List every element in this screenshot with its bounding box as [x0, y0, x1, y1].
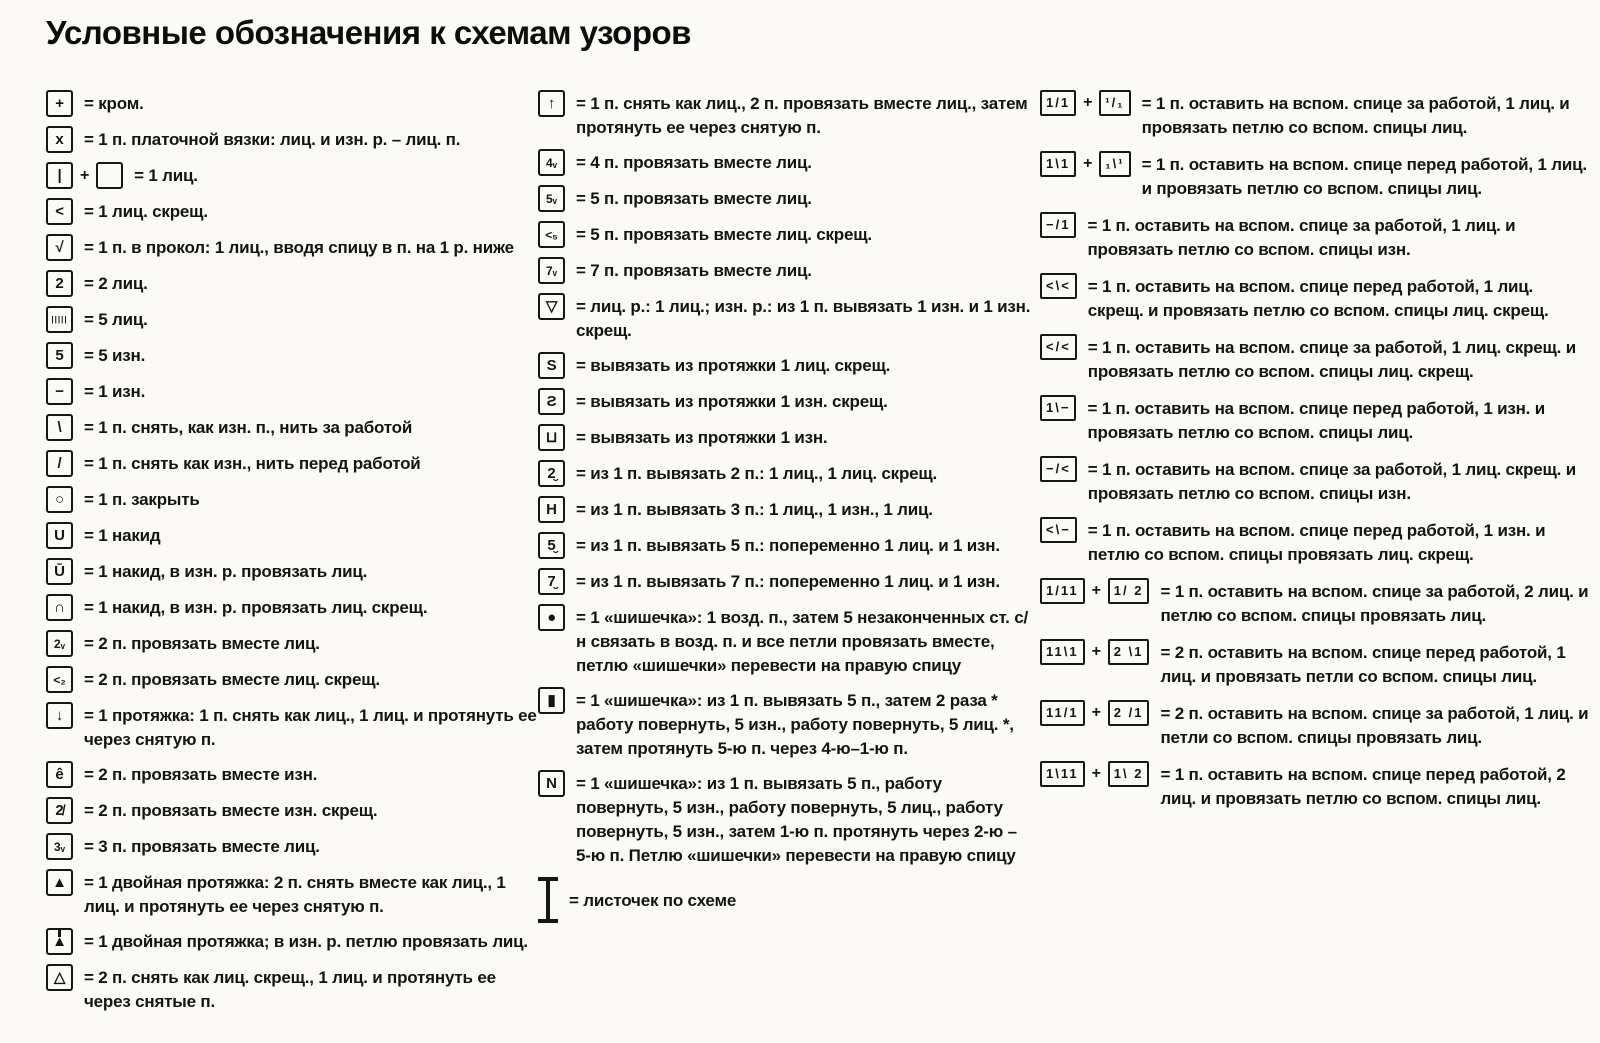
- symbol-box: +: [46, 90, 73, 117]
- legend-item-inc-1-to-7: [538, 570, 1035, 595]
- knit-below-description: = 1 п. в прокол: 1 лиц., вводя спицу в п. на 1 р. ниже: [84, 238, 514, 257]
- legend-item-inc-1-to-2: [538, 462, 1035, 487]
- k2tog-twisted-symbol-icon: [46, 666, 73, 693]
- leaf-ibeam-icon: [538, 877, 558, 923]
- inc-1-to-3-description: = из 1 п. вывязать 3 п.: 1 лиц., 1 изн., 1 лиц.: [576, 500, 933, 519]
- cable-2-1-back-description: = 2 п. оставить на вспом. спице за работой, 1 лиц. и петли со вспом. спицы провязать лиц.: [1160, 704, 1589, 747]
- purl-stitch-symbol-icon: [46, 378, 73, 405]
- page-title: Условные обозначения к схемам узоров: [46, 14, 691, 51]
- cable-1-1-front-purl-twisted-symbol-icon: [1040, 517, 1077, 543]
- cable-1-1-back-purl-symbol-icon: [1040, 212, 1076, 238]
- double-decrease-ws-symbol-icon: [46, 928, 73, 955]
- p2tog-description: = 2 п. провязать вместе изн.: [84, 765, 318, 784]
- bobble-n-description: = 1 «шишечка»: из 1 п. вывязать 5 п., работу повернуть, 5 изн., работу повернуть, 5 лиц., работу повернуть, 5 изн., затем 1-ю п. протянуть через 2-ю – 5-ю п. Петлю «шишечки» перевести на правую спицу: [576, 774, 1017, 865]
- cable-1-1-back-purl-description: = 1 п. оставить на вспом. спице за работой, 1 лиц. и провязать петлю со вспом. спицы изн.: [1087, 216, 1516, 259]
- legend-item-k5tog: [538, 187, 1035, 212]
- legend-item-cable-1-1-back-twisted-purl: [1040, 458, 1592, 506]
- knit-2-description: = 2 лиц.: [84, 274, 148, 293]
- legend-item-slip2-twisted-psso: [46, 966, 538, 1014]
- legend-item-garter-stitch: [46, 128, 538, 153]
- symbol-box: 4ᵥ: [538, 149, 565, 176]
- legend-item-k2tog: [46, 632, 538, 657]
- cable-1-1-front-description: = 1 п. оставить на вспом. спице перед работой, 1 лиц. и провязать петлю со вспом. спицы лиц.: [1141, 155, 1587, 198]
- legend-item-knit-stitch: [46, 164, 538, 189]
- legend-item-p2tog-twisted: [46, 799, 538, 824]
- legend-item-bobble-n: [538, 772, 1035, 868]
- slip-wyib-description: = 1 п. снять, как изн. п., нить за работой: [84, 418, 413, 437]
- plus-joiner: +: [1083, 155, 1093, 172]
- bobble-crochet-symbol-icon: [538, 604, 565, 631]
- legend-item-m1-knit-twisted: [538, 354, 1035, 379]
- inc-1-to-3-symbol-icon: [538, 496, 565, 523]
- cable-2-1-front-description: = 2 п. оставить на вспом. спице перед работой, 1 лиц. и провязать петли со вспом. спицы лиц.: [1160, 643, 1566, 686]
- symbol-box: ▽: [538, 293, 565, 320]
- symbol-box: ∩: [46, 594, 73, 621]
- cable-symbol-box: 11/1: [1040, 700, 1085, 726]
- symbol-box: −: [46, 378, 73, 405]
- legend-item-p2tog: [46, 763, 538, 788]
- cable-1-1-back-twisted-symbol-icon: [1040, 334, 1077, 360]
- symbol-box: S: [538, 352, 565, 379]
- bind-off-1-description: = 1 п. закрыть: [84, 490, 200, 509]
- symbol-box: Ū: [46, 558, 73, 585]
- legend-item-k2tog-twisted: [46, 668, 538, 693]
- k5tog-twisted-symbol-icon: [538, 221, 565, 248]
- cable-symbol-box: 1\−: [1040, 395, 1076, 421]
- cable-symbol-box: 2 \1: [1108, 639, 1150, 665]
- legend-item-double-decrease: [46, 871, 538, 919]
- bobble-n-symbol-icon: [538, 770, 565, 797]
- edge-stitch-symbol-icon: [46, 90, 73, 117]
- yarnover-knit-twisted-ws-symbol-icon: [46, 594, 73, 621]
- symbol-box: ↑: [538, 90, 565, 117]
- cable-symbol-box: −/1: [1040, 212, 1076, 238]
- bind-off-1-symbol-icon: [46, 486, 73, 513]
- symbol-box: [96, 162, 123, 189]
- symbol-box: <: [46, 198, 73, 225]
- cable-symbol-box: 2 /1: [1108, 700, 1150, 726]
- bobble-crochet-description: = 1 «шишечка»: 1 возд. п., затем 5 незаконченных ст. с/н связать в возд. п. и все петли провязать вместе, петлю «шишечки» перевести на правую спицу: [576, 608, 1028, 675]
- plus-joiner: +: [80, 166, 90, 184]
- legend-item-m1-purl-twisted: [538, 390, 1035, 415]
- symbol-box: Ƨ: [538, 388, 565, 415]
- k5tog-symbol-icon: [538, 185, 565, 212]
- symbol-box: N: [538, 770, 565, 797]
- legend-item-cable-1-1-back-twisted: [1040, 336, 1592, 384]
- double-decrease-description: = 1 двойная протяжка: 2 п. снять вместе как лиц., 1 лиц. и протянуть ее через снятую п.: [84, 873, 506, 916]
- yarnover-knit-ws-description: = 1 накид, в изн. р. провязать лиц.: [84, 562, 368, 581]
- legend-item-cable-1-1-front-purl-twisted: [1040, 519, 1592, 567]
- symbol-box: 5ᵥ: [538, 185, 565, 212]
- legend-item-slip-wyib: [46, 416, 538, 441]
- knit-twisted-description: = 1 лиц. скрещ.: [84, 202, 208, 221]
- purl-stitch-description: = 1 изн.: [84, 382, 146, 401]
- legend-item-k3tog: [46, 835, 538, 860]
- plus-joiner: +: [1091, 765, 1101, 782]
- legend-item-purl-5: [46, 344, 538, 369]
- legend-item-edge-stitch: [46, 92, 538, 117]
- sl1-k2tog-psso-description: = 1 п. снять как лиц., 2 п. провязать вместе лиц., затем протянуть ее через снятую п.: [576, 94, 1028, 137]
- double-decrease-symbol-icon: [46, 869, 73, 896]
- legend-item-k7tog: [538, 259, 1035, 284]
- k7tog-symbol-icon: [538, 257, 565, 284]
- legend-item-cable-2-1-front: [1040, 641, 1592, 689]
- k7tog-description: = 7 п. провязать вместе лиц.: [576, 261, 812, 280]
- symbol-box: ▲: [46, 869, 73, 896]
- legend-item-bobble-5st: [538, 689, 1035, 761]
- cable-1-2-front-symbol-icon: [1040, 761, 1149, 787]
- bobble-5st-symbol-icon: [538, 687, 565, 714]
- cable-symbol-box: 11\1: [1040, 639, 1085, 665]
- cable-1-1-back-symbol-icon: [1040, 90, 1131, 116]
- slip-wyib-symbol-icon: [46, 414, 73, 441]
- cable-1-2-back-description: = 1 п. оставить на вспом. спице за работой, 2 лиц. и петлю со вспом. спицы провязать лиц.: [1160, 582, 1589, 625]
- legend-item-bind-off-1: [46, 488, 538, 513]
- cable-symbol-box: <\<: [1040, 273, 1077, 299]
- legend-item-cable-1-2-front: [1040, 763, 1592, 811]
- yarnover-knit-ws-symbol-icon: [46, 558, 73, 585]
- cable-1-1-back-twisted-purl-description: = 1 п. оставить на вспом. спице за работой, 1 лиц. скрещ. и провязать петлю со вспом. спицы изн.: [1087, 460, 1576, 503]
- legend-item-double-decrease-ws: [46, 930, 538, 955]
- legend-item-cable-1-1-front: [1040, 153, 1592, 201]
- k3tog-symbol-icon: [46, 833, 73, 860]
- cable-symbol-box: 1\ 2: [1108, 761, 1150, 787]
- rs-knit-ws-double-description: = лиц. р.: 1 лиц.; изн. р.: из 1 п. вывязать 1 изн. и 1 изн. скрещ.: [576, 297, 1031, 340]
- k5tog-twisted-description: = 5 п. провязать вместе лиц. скрещ.: [576, 225, 872, 244]
- cable-1-1-front-twisted-description: = 1 п. оставить на вспом. спице перед работой, 1 лиц. скрещ. и провязать петлю со вспом. спицы лиц. скрещ.: [1087, 277, 1549, 320]
- inc-1-to-7-description: = из 1 п. вывязать 7 п.: попеременно 1 лиц. и 1 изн.: [576, 572, 1000, 591]
- k2tog-twisted-description: = 2 п. провязать вместе лиц. скрещ.: [84, 670, 380, 689]
- symbol-box: <₅: [538, 221, 565, 248]
- k2tog-symbol-icon: [46, 630, 73, 657]
- cable-1-1-front-purl-symbol-icon: [1040, 395, 1076, 421]
- cable-2-1-front-symbol-icon: [1040, 639, 1149, 665]
- legend-item-cable-1-1-front-purl: [1040, 397, 1592, 445]
- garter-stitch-symbol-icon: [46, 126, 73, 153]
- cable-1-1-front-twisted-symbol-icon: [1040, 273, 1077, 299]
- legend-item-yarnover-knit-twisted-ws: [46, 596, 538, 621]
- knit-twisted-symbol-icon: [46, 198, 73, 225]
- knit-stitch-description: = 1 лиц.: [134, 166, 198, 185]
- legend-item-k5tog-twisted: [538, 223, 1035, 248]
- symbol-box: 5̮: [538, 532, 565, 559]
- legend-item-bobble-crochet: [538, 606, 1035, 678]
- cable-1-1-back-description: = 1 п. оставить на вспом. спице за работой, 1 лиц. и провязать петлю со вспом. спицы лиц.: [1141, 94, 1570, 137]
- cable-symbol-box: ₁\¹: [1099, 151, 1130, 177]
- symbol-box: U: [46, 522, 73, 549]
- legend-item-leaf-motif: [538, 879, 1035, 923]
- symbol-box: \: [46, 414, 73, 441]
- cable-symbol-box: ¹/₁: [1099, 90, 1130, 116]
- symbol-box: ○: [46, 486, 73, 513]
- symbol-box: ê: [46, 761, 73, 788]
- slip2-twisted-psso-symbol-icon: [46, 964, 73, 991]
- cable-symbol-box: 1\11: [1040, 761, 1085, 787]
- legend-item-cable-2-1-back: [1040, 702, 1592, 750]
- symbol-box: △: [46, 964, 73, 991]
- legend-item-slip1-knit1-psso: [46, 704, 538, 752]
- legend-item-cable-1-1-front-twisted: [1040, 275, 1592, 323]
- k5tog-description: = 5 п. провязать вместе лиц.: [576, 189, 812, 208]
- p2tog-symbol-icon: [46, 761, 73, 788]
- slip2-twisted-psso-description: = 2 п. снять как лиц. скрещ., 1 лиц. и протянуть ее через снятые п.: [84, 968, 496, 1011]
- cable-symbol-box: 1/11: [1040, 578, 1085, 604]
- legend-column-2: [538, 92, 1035, 934]
- cable-1-1-back-twisted-purl-symbol-icon: [1040, 456, 1077, 482]
- symbol-box: 7ᵥ: [538, 257, 565, 284]
- purl-5-description: = 5 изн.: [84, 346, 146, 365]
- slip1-knit1-psso-description: = 1 протяжка: 1 п. снять как лиц., 1 лиц. и протянуть ее через снятую п.: [84, 706, 537, 749]
- cable-symbol-box: <\−: [1040, 517, 1077, 543]
- cable-symbol-box: </<: [1040, 334, 1077, 360]
- m1-purl-description: = вывязать из протяжки 1 изн.: [576, 428, 828, 447]
- double-decrease-ws-description: = 1 двойная протяжка; в изн. р. петлю провязать лиц.: [84, 932, 528, 951]
- edge-stitch-description: = кром.: [84, 94, 144, 113]
- symbol-box: 2̸: [46, 797, 73, 824]
- knit-5-symbol-icon: [46, 306, 73, 333]
- p2tog-twisted-symbol-icon: [46, 797, 73, 824]
- inc-1-to-7-symbol-icon: [538, 568, 565, 595]
- cable-symbol-box: 1/1: [1040, 90, 1076, 116]
- symbol-box: ↓: [46, 702, 73, 729]
- symbol-box: <₂: [46, 666, 73, 693]
- symbol-box: H: [538, 496, 565, 523]
- cable-2-1-back-symbol-icon: [1040, 700, 1149, 726]
- cable-1-1-back-twisted-description: = 1 п. оставить на вспом. спице за работой, 1 лиц. скрещ. и провязать петлю со вспом. спицы лиц. скрещ.: [1087, 338, 1576, 381]
- m1-knit-twisted-description: = вывязать из протяжки 1 лиц. скрещ.: [576, 356, 891, 375]
- slip1-knit1-psso-symbol-icon: [46, 702, 73, 729]
- legend-item-cable-1-2-back: [1040, 580, 1592, 628]
- cable-symbol-box: 1/ 2: [1108, 578, 1150, 604]
- leaf-motif-description: = листочек по схеме: [569, 891, 737, 910]
- legend-item-k4tog: [538, 151, 1035, 176]
- legend-item-inc-1-to-3: [538, 498, 1035, 523]
- legend-item-knit-twisted: [46, 200, 538, 225]
- yarnover-knit-twisted-ws-description: = 1 накид, в изн. р. провязать лиц. скрещ.: [84, 598, 428, 617]
- legend-item-sl1-k2tog-psso: [538, 92, 1035, 140]
- symbol-box: /: [46, 450, 73, 477]
- legend-item-cable-1-1-back-purl: [1040, 214, 1592, 262]
- k4tog-symbol-icon: [538, 149, 565, 176]
- m1-purl-symbol-icon: [538, 424, 565, 451]
- yarnover-description: = 1 накид: [84, 526, 161, 545]
- legend-item-yarnover: [46, 524, 538, 549]
- k3tog-description: = 3 п. провязать вместе лиц.: [84, 837, 320, 856]
- symbol-box: 5: [46, 342, 73, 369]
- p2tog-twisted-description: = 2 п. провязать вместе изн. скрещ.: [84, 801, 378, 820]
- symbol-box: ●: [538, 604, 565, 631]
- legend-item-rs-knit-ws-double: [538, 295, 1035, 343]
- legend-item-slip-wyif: [46, 452, 538, 477]
- plus-joiner: +: [1091, 582, 1101, 599]
- cable-1-1-front-purl-twisted-description: = 1 п. оставить на вспом. спице перед работой, 1 изн. и петлю со вспом. спицы провязать лиц. скрещ.: [1087, 521, 1546, 564]
- symbol-box: 3ᵥ: [46, 833, 73, 860]
- symbol-box: √: [46, 234, 73, 261]
- slip-wyif-symbol-icon: [46, 450, 73, 477]
- legend-item-m1-purl: [538, 426, 1035, 451]
- k2tog-description: = 2 п. провязать вместе лиц.: [84, 634, 320, 653]
- m1-knit-twisted-symbol-icon: [538, 352, 565, 379]
- m1-purl-twisted-symbol-icon: [538, 388, 565, 415]
- cable-1-2-front-description: = 1 п. оставить на вспом. спице перед работой, 2 лиц. и провязать петлю со вспом. спицы лиц.: [1160, 765, 1566, 808]
- inc-1-to-2-symbol-icon: [538, 460, 565, 487]
- symbol-box: ⊔: [538, 424, 565, 451]
- symbol-box: 2ᵥ: [46, 630, 73, 657]
- yarnover-symbol-icon: [46, 522, 73, 549]
- cable-symbol-box: 1\1: [1040, 151, 1076, 177]
- symbol-box: ▲: [46, 928, 73, 955]
- knit-5-description: = 5 лиц.: [84, 310, 148, 329]
- knit-2-symbol-icon: [46, 270, 73, 297]
- legend-item-yarnover-knit-ws: [46, 560, 538, 585]
- legend-item-knit-below: [46, 236, 538, 261]
- sl1-k2tog-psso-symbol-icon: [538, 90, 565, 117]
- symbol-box: 2: [46, 270, 73, 297]
- inc-1-to-2-description: = из 1 п. вывязать 2 п.: 1 лиц., 1 лиц. скрещ.: [576, 464, 938, 483]
- plus-joiner: +: [1083, 94, 1093, 111]
- leaf-motif-symbol-icon: [538, 877, 558, 923]
- legend-item-cable-1-1-back: [1040, 92, 1592, 140]
- symbol-box: 7̮: [538, 568, 565, 595]
- purl-5-symbol-icon: [46, 342, 73, 369]
- cable-1-1-front-purl-description: = 1 п. оставить на вспом. спице перед работой, 1 изн. и провязать петлю со вспом. спицы лиц.: [1087, 399, 1545, 442]
- symbol-box: x: [46, 126, 73, 153]
- inc-1-to-5-description: = из 1 п. вывязать 5 п.: попеременно 1 лиц. и 1 изн.: [576, 536, 1000, 555]
- plus-joiner: +: [1091, 643, 1101, 660]
- k4tog-description: = 4 п. провязать вместе лиц.: [576, 153, 812, 172]
- inc-1-to-5-symbol-icon: [538, 532, 565, 559]
- rs-knit-ws-double-symbol-icon: [538, 293, 565, 320]
- legend-item-knit-5: [46, 308, 538, 333]
- knit-stitch-symbol-icon: [46, 162, 123, 189]
- slip-wyif-description: = 1 п. снять как изн., нить перед работой: [84, 454, 421, 473]
- cable-symbol-box: −/<: [1040, 456, 1077, 482]
- symbol-box: |||||: [46, 306, 73, 333]
- knit-below-symbol-icon: [46, 234, 73, 261]
- legend-column-1: [46, 92, 538, 1025]
- plus-joiner: +: [1091, 704, 1101, 721]
- legend-column-3: [1040, 92, 1592, 824]
- cable-1-1-front-symbol-icon: [1040, 151, 1131, 177]
- symbol-box: 2̮: [538, 460, 565, 487]
- symbol-box: |: [46, 162, 73, 189]
- legend-item-knit-2: [46, 272, 538, 297]
- cable-1-2-back-symbol-icon: [1040, 578, 1149, 604]
- symbol-box: ▮: [538, 687, 565, 714]
- bobble-5st-description: = 1 «шишечка»: из 1 п. вывязать 5 п., затем 2 раза * работу повернуть, 5 изн., работу повернуть, 5 лиц. *, затем протянуть 5-ю п. через 4-ю–1-ю п.: [576, 691, 1014, 758]
- garter-stitch-description: = 1 п. платочной вязки: лиц. и изн. р. – лиц. п.: [84, 130, 461, 149]
- legend-item-inc-1-to-5: [538, 534, 1035, 559]
- legend-item-purl-stitch: [46, 380, 538, 405]
- m1-purl-twisted-description: = вывязать из протяжки 1 изн. скрещ.: [576, 392, 888, 411]
